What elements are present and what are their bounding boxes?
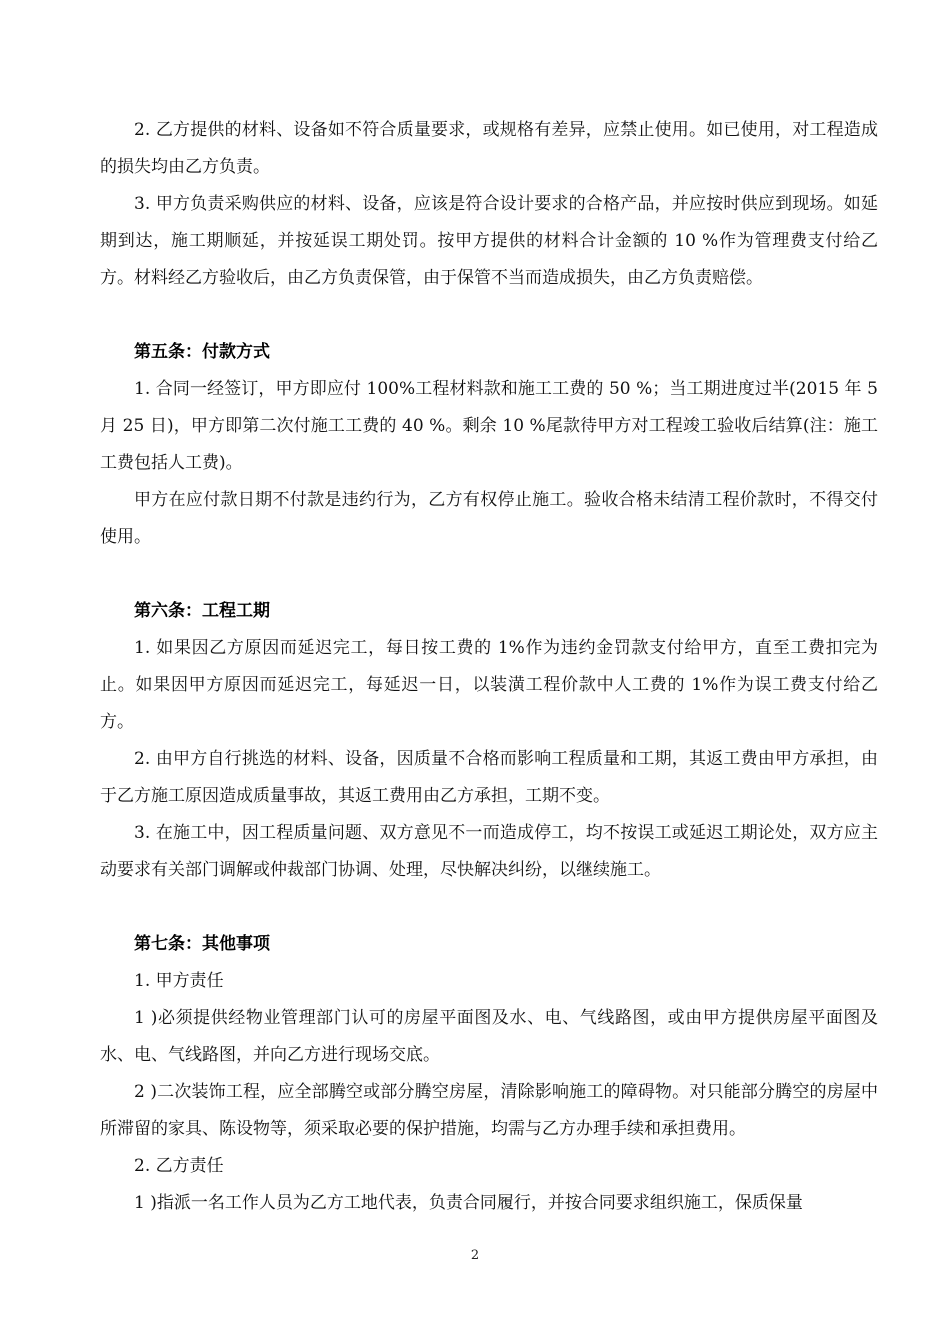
body-paragraph: 2. 乙方提供的材料、设备如不符合质量要求，或规格有差异，应禁止使用。如已使用，对工程造成的损失均由乙方负责。 (100, 120, 878, 177)
body-paragraph: 1. 合同一经签订，甲方即应付 100%工程材料款和施工工费的 50 %；当工期进度过半(2015 年 5 月 25 日)，甲方即第二次付施工工费的 40 %。剩余 10 %尾款待甲方对工程竣工验收后结算(注：施工工费包括人工费)。 (100, 379, 878, 473)
body-paragraph: 1. 如果因乙方原因而延迟完工，每日按工费的 1%作为违约金罚款支付给甲方，直至工费扣完为止。如果因甲方原因而延迟完工，每延迟一日，以装潢工程价款中人工费的 1%作为误工费支付给乙方。 (100, 638, 878, 732)
section-heading: 第六条：工程工期 (134, 601, 270, 621)
page-number: 2 (470, 1248, 480, 1263)
section-spacer (100, 297, 878, 334)
body-paragraph: 2 )二次装饰工程，应全部腾空或部分腾空房屋，清除影响施工的障碍物。对只能部分腾空的房屋中所滞留的家具、陈设物等，须采取必要的保护措施，均需与乙方办理手续和承担费用。 (100, 1082, 878, 1139)
body-paragraph: 3. 甲方负责采购供应的材料、设备，应该是符合设计要求的合格产品，并应按时供应到现场。如延期到达，施工期顺延，并按延误工期处罚。按甲方提供的材料合计金额的 10 %作为管理费支付给乙方。材料经乙方验收后，由乙方负责保管，由于保管不当而造成损失，由乙方负责赔偿。 (100, 194, 878, 288)
body-paragraph: 3. 在施工中，因工程质量问题、双方意见不一而造成停工，均不按误工或延迟工期论处，双方应主动要求有关部门调解或仲裁部门协调、处理，尽快解决纠纷，以继续施工。 (100, 823, 878, 880)
section-heading: 第七条：其他事项 (134, 934, 270, 954)
section-heading: 第五条：付款方式 (134, 342, 270, 362)
body-paragraph: 2. 由甲方自行挑选的材料、设备，因质量不合格而影响工程质量和工期，其返工费由甲方承担，由于乙方施工原因造成质量事故，其返工费用由乙方承担，工期不变。 (100, 749, 878, 806)
body-paragraph: 1 )必须提供经物业管理部门认可的房屋平面图及水、电、气线路图，或由甲方提供房屋平面图及水、电、气线路图，并向乙方进行现场交底。 (100, 1008, 878, 1065)
section-spacer (100, 556, 878, 593)
body-paragraph: 1. 甲方责任 (134, 971, 224, 991)
section-spacer (100, 889, 878, 926)
body-paragraph: 2. 乙方责任 (134, 1156, 224, 1176)
body-paragraph: 甲方在应付款日期不付款是违约行为，乙方有权停止施工。验收合格未结清工程价款时，不得交付使用。 (100, 490, 878, 547)
body-paragraph: 1 )指派一名工作人员为乙方工地代表，负责合同履行，并按合同要求组织施工，保质保量 (134, 1193, 803, 1213)
document-body (100, 112, 878, 1222)
